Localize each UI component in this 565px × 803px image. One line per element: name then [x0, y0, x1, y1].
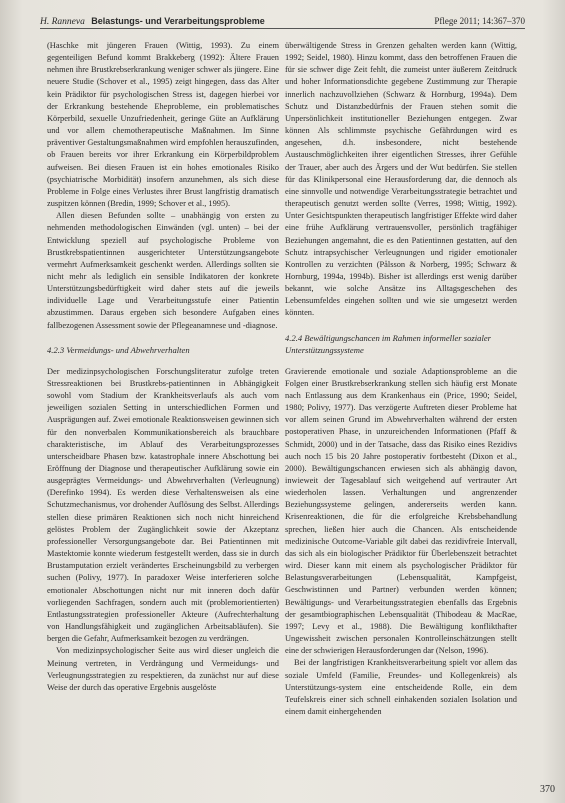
section-heading-4-2-4: 4.2.4 Bewältigungschancen im Rahmen informeller sozialer Unterstützungssysteme — [285, 332, 491, 355]
header-title: Belastungs- und Verarbeitungsprobleme — [91, 16, 265, 26]
left-paragraph-2: Allen diesen Befunden sollte – unabhängig von ersten zu nehmenden methodologischen Einwänden (vgl. unten) – bei der Entwicklung speziell auf psychologische Probleme von Brustkrebspatientinnen ausgerichteter Unterstützungsangebote vermehrt Aufmerksamkeit geschenkt werden. Allerdings sollten sie nicht mehr als lediglich ein sensible Indikatoren der konkrete Unterstützungsbedürftigkeit wird daher stets auf die jeweils individuelle Lage und Verarbeitungsstufe einer Patientin abzustimmen. Daraus ergeben sich besondere Aufgaben eines fallbezogenen Assessment sowie der Pflegeanamnese und -diagnose. — [47, 211, 279, 330]
page-number: 370 — [540, 784, 555, 795]
right-paragraph-3: Bei der langfristigen Krankheitsverarbeitung spielt vor allem das soziale Umfeld (Familie, Freundes- und Kollegenkreis) als Unterstützungs-system eine entscheidende Rolle, ein dem Teufelskreis einer sich schnell einhakenden sozialen Isolation und einem damit einhergehenden — [285, 658, 517, 716]
left-paragraph-1: (Haschke mit jüngeren Frauen (Wittig, 1993). Zu einem gegenteiligen Befund kommt Brakkeberg (1992): Ältere Frauen nehmen ihre Brustkrebserkrankung weniger schwer als jüngere. Eine neuere Studie (Schover et al., 1995) zeigt hingegen, dass das Alter kein Prädiktor für psychologischen Stress ist, dagegen hierbei vor der Erkrankung bestehende Eheprobleme, ein problematisches Körperbild, sexuelle Unzufriedenheit, geringe Güte an Aufklärung und vor allem chemotherapeutische Maßnahmen. Im Sinne präventiver Gestaltungsmaßnahmen wird empfohlen herauszufinden, ob Frauen bereits vor ihrer Erkrankung ein Körperbildproblem aufweisen. Bei diesen Frauen ist ein hohes emotionales Risiko (psychiatrische Morbidität) insofern anzunehmen, als sich diese Probleme in Folge eines Verlustes ihrer Brust langfristig dramatisch zuspitzen können (Bredin, 1999; Schover et al., 1995). — [47, 41, 279, 209]
right-paragraph-2: Gravierende emotionale und soziale Adaptionsprobleme an die Folgen einer Brustkrebserkrankung stellen sich häufig erst Monate nach Entlassung aus dem Krankenhaus ein (Price, 1990; Seidel, 1980; Polivy, 1977). Das verzögerte Auftreten dieser Probleme hat vor allem seinen Grund im Abwehrverhalten während der ersten postoperativen Phase, in unzureichenden Informationen (Pfaff & Schmidt, 2000) und in der Tatsache, dass das Risiko eines Rezidivs auch noch 15 bis 20 Jahre postoperativ fortbesteht (Dixon et al., 2000). Bewältigungschancen erwiesen sich als abhängig davon, inwieweit der Tagesablauf sich weitgehend auf vertrauter Art wiederholen lassen. Verhaltungen und angrenzender Beziehungssysteme gelingen, andererseits werden kann. Krisenreaktionen, die für die erfolgreiche Krebsbehandlung sprechen, ließen hier auch die Chancen. Als entscheidende medizinische Outcome-Variable gilt dabei das rezidivfreie Intervall, das sich als ein biologischer Prädiktor für Überlebenszeit betrachtet wird. Dieser kann mit einem als psychologischer Prädiktor für Belastungsverarbeitungen (Lebensqualität, Kampfgeist, Geschwistinnen und Partner) verbunden werden können; Bewältigungs- und Verarbeitungsstrategien ebenfalls das Ergebnis der gesamtbiographischen Lebensqualität (Thibodeau & MacRae, 1997; Levy et al., 1988). Die Bewältigung konflikthafter Ungewissheit zwischen personalen Kontrolleinschätzungen stellt eine der schwierigen Herausforderungen dar (Nelson, 1996). — [285, 366, 517, 656]
right-column — [285, 40, 517, 792]
left-column — [47, 40, 279, 792]
section-heading-4-2-3: 4.2.3 Vermeidungs- und Abwehrverhalten — [47, 344, 190, 355]
header-author: H. Ranneva — [40, 17, 85, 27]
left-paragraph-4: Von medizinpsychologischer Seite aus wird dieser ungleich die Meinung vertreten, in Verdrängung und Vermeidungs- und Verleugnungsstrategien zu respektieren, da zunächst nur auf diese Weise der durch das operative Ergebnis ausgelöste — [47, 646, 279, 692]
left-paragraph-3: Der medizinpsychologischen Forschungsliteratur zufolge treten Stressreaktionen bei Brustkrebs-patientinnen in Abhängigkeit sowohl vom Stadium der Krankheitsverlaufs als auch vom jeweiligen sozialen Setting in unterschiedlichen Formen und Ausprägungen auf. Zwei emotionale Reaktionsweisen gewinnen sich für den nonverbalen Kommunikationsbereich als brauchbare charakteristische, im Ablauf des Verarbeitungsprozesses unterscheidbare Phasen bzw. katastrophale innere Abschottung bei Eröffnung der Diagnose und therapeutischer Aufklärung sowie ein ausgeprägtes Vermeidungs- und Abwehrverhalten (Verleugnung) (Derefinko 1994). Es werden diese Verhaltensweisen als eine Schutzmechanismus, vor drohender Auflösung des Selbst. Allerdings stellen diese primären Reaktionen sich noch nicht hinreichend gelöstes Problem der Zugänglichkeit sowie der Akzeptanz professioneller Versorgungsangebote dar. Bei Patientinnen mit Mastektomie konnte wiederum festgestellt werden, dass sie in durch Brustamputation erzielt verändertes Erscheinungsbild zu verbergen suchen (Polivy, 1977). In paradoxer Weise interferieren solche emotionaler Abschottungen nicht nur mit inneren doch dafür vorliegenden Sachfragen, sondern auch mit (problemorientierten) Entlastungsstrategien professioneller Akteure (Aufrechterhaltung von Handlungsfähigkeit und zugänglichen Arbeitsabläufen). Sie bergen die Gefahr, Aufmerksamkeit bezogen zu verdrängen. — [47, 366, 279, 644]
running-header — [40, 14, 525, 29]
right-paragraph-1: überwältigende Stress in Grenzen gehalten werden kann (Wittig, 1992; Seidel, 1980). Hinzu kommt, dass den betroffenen Frauen die für sie schwer dige Zeit fehlt, die zumeist unter äußerem Zeitdruck und hoher Informationsdichte gegebene Zustimmung zur Therapie innerlich nachzuvollziehen (Schwarz & Hornburg, 1994a). Dem Schutz und Distanzbedürfnis der Frauen stehen somit die Unpersönlichkeit institutioneller Beziehungen entgegen. Zwar können Als schlimmste psychische Gefährdungen wird es angesehen, d.h. insbesondere, nicht bestehende Austauschmöglichkeiten ihrer eigentlichen Stresses, ihrer Gefühle der Trauer, aber auch des Ärgers und der Wut bedürfen. Sie stellen für das Klinikpersonal eine Herausforderung dar, die dennoch als eine sinnvolle und notwendige Verarbeitungsstrategie betrachtet und therapeutisch genutzt werden sollte (Verres, 1998; Wittig, 1992). Unter Gesichtspunkten therapeutisch langfristiger Effekte wird daher eine frühe Aufklärung vertrauensvoller, persönlich tragfähiger Beziehungen angemahnt, die es den Patientinnen gestatten, auf den Schutz intrapsychischer Verleugnungen und rigider emotionaler Kontrollen zu verzichten (Pålsson & Norberg, 1995; Schwarz & Hornburg, 1994a, 1994b). Bisher ist allerdings erst wenig darüber bekannt, wie solche Ansätze ins Alltagsgeschehen des Lebensumfeldes eingehen sollten und wie sie umgesetzt werden könnten. — [285, 41, 517, 318]
header-journal: Pflege 2011; 14:367–370 — [434, 16, 525, 26]
